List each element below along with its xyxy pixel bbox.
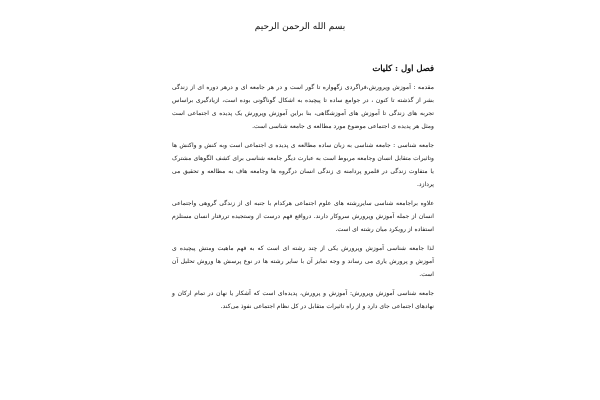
- paragraph-sociology: جامعه شناسی : جامعه شناسی به زبان ساده مطالعه ی پدیده ی اجتماعی است وبه کنش و واکنش ها وتاثیرات متقابل انسان وجامعه مربوط است به عبارت دیگر جامعه شناسی برای کشف الگوهای مشترک یا متفاوت زندگی در قلمرو پردامنه ی زندگی انسان درگروه ها وجامعه هاف به مطالعه و تحقیق می پردازد.: [172, 142, 434, 188]
- document-body: [172, 62, 434, 313]
- basmala-header: بسم الله الرحمن الرحیم: [254, 22, 346, 32]
- chapter-heading: فصل اول : کلیات: [372, 63, 434, 73]
- paragraph-introduction: مقدمه : آموزش وپرورش،فراگردی زگهواره تا گور است و در هر جامعه ای و درهر دوره ای از زندگی بشر از گذشته تا کنون ، در جوامع ساده تا پیچیده به اشکال گوناگونی بوده است، ازیادگیری براساس تجربه های زندگی تا آموزش های آموزشگاهی، بنا براین آموزش وپرورش یک پدیده ی اجتماعی است ومثل هر پدیده ی اجتماعی موضوع مورد مطالعه ی جامعه شناسی است.: [172, 84, 434, 130]
- paragraph-sociology-of-education: لذا جامعه شناسی آموزش وپرورش یکی از چند رشته ای است که به فهم ماهیت ومتش پیچیده ی آموزش و پرورش یاری می رساند و وجه تمایز آن با سایر رشته ها در نوع پرسش ها وروش تحلیل آن است.: [172, 245, 434, 278]
- paragraph-social-sciences: علاوه براجامعه شناسی سایررشته های علوم اجتماعی هرکدام با جنبه ای از زندگی گروهی واجتماعی انسان از جمله آموزش وپرورش سروکار دارند. درواقع فهم درست از وستجیده تررفتار انسان مستلزم استفاده از رویکرد میان رشته ای است.: [172, 200, 434, 233]
- paragraph-education-definition: جامعه شناسی آموزش وپرورش: آموزش و پرورش، پدیده‌ای است که آشکار یا نهان در تمام ارکان و نهادهای اجتماعی جای دارد و از راه تاثیرات متقابل در کل نظام اجتماعی نفوذ می‌کند.: [172, 290, 434, 310]
